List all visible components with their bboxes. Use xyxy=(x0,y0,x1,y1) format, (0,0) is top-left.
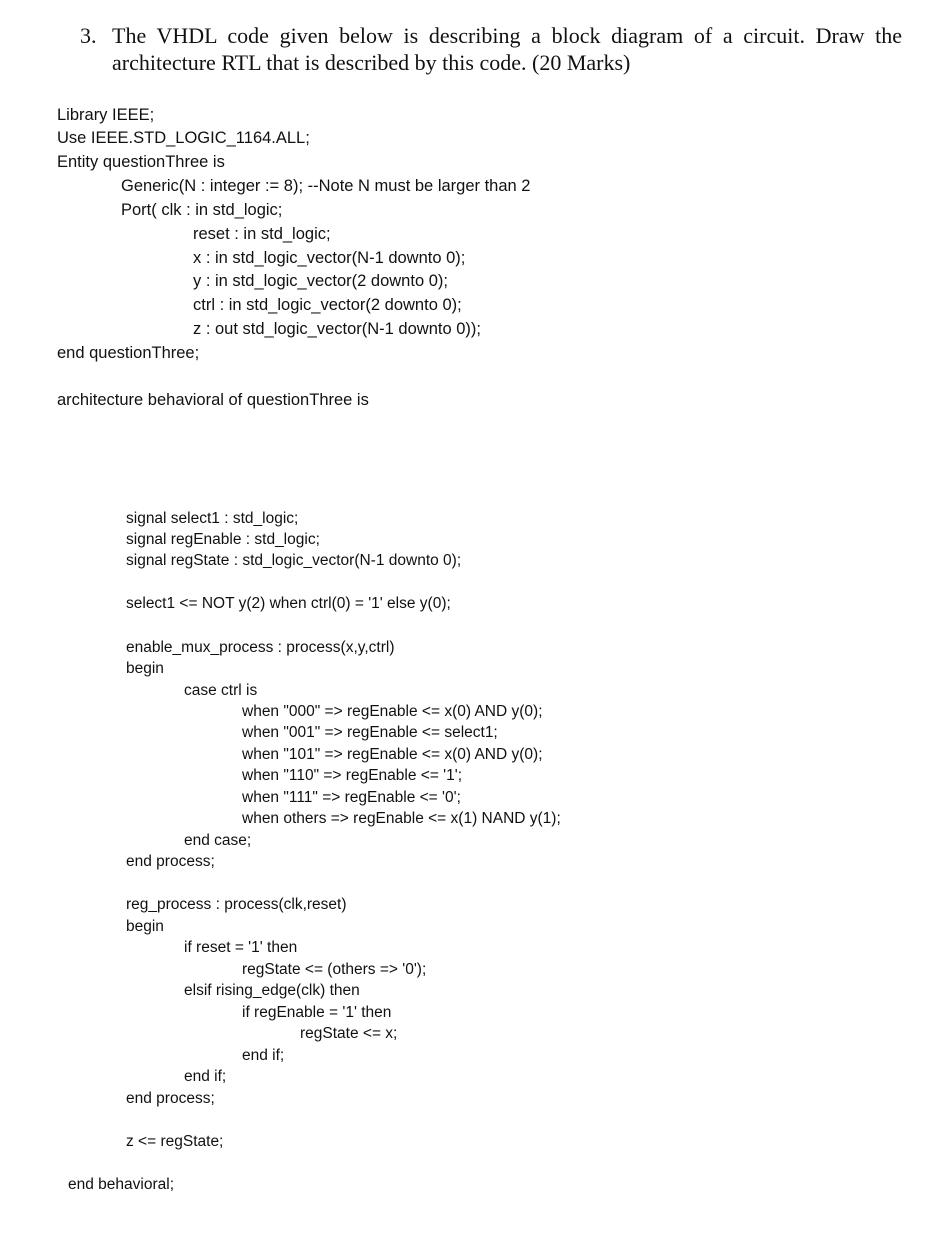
code-begin-line: begin xyxy=(126,918,164,935)
code-select1-assign-line: select1 <= NOT y(2) when ctrl(0) = '1' else y(0); xyxy=(126,595,451,612)
code-elsif-rising-edge-line: elsif rising_edge(clk) then xyxy=(184,982,360,999)
code-when-000-line: when "000" => regEnable <= x(0) AND y(0); xyxy=(242,703,543,720)
question-number: 3. xyxy=(80,23,97,48)
code-end-case-line: end case; xyxy=(184,832,252,849)
code-begin-line: begin xyxy=(126,660,164,677)
code-end-if-outer-line: end if; xyxy=(184,1068,227,1085)
code-end-process-line: end process; xyxy=(126,1090,215,1107)
code-end-entity-line: end questionThree; xyxy=(57,344,200,362)
code-end-behavioral-line: end behavioral; xyxy=(68,1176,174,1193)
code-port-x-line: x : in std_logic_vector(N-1 downto 0); xyxy=(193,249,466,267)
code-reg-process-line: reg_process : process(clk,reset) xyxy=(126,896,347,913)
code-signal-select1-line: signal select1 : std_logic; xyxy=(126,510,299,527)
code-when-others-line: when others => regEnable <= x(1) NAND y(1); xyxy=(242,810,561,827)
question-heading xyxy=(80,22,902,76)
code-when-001-line: when "001" => regEnable <= select1; xyxy=(242,724,498,741)
code-signal-regstate-line: signal regState : std_logic_vector(N-1 downto 0); xyxy=(126,552,462,569)
code-when-111-line: when "111" => regEnable <= '0'; xyxy=(242,789,461,806)
code-library-line: Library IEEE; xyxy=(57,106,155,124)
code-signal-regenable-line: signal regEnable : std_logic; xyxy=(126,531,320,548)
code-port-ctrl-line: ctrl : in std_logic_vector(2 downto 0); xyxy=(193,296,462,314)
code-generic-line: Generic(N : integer := 8); --Note N must be larger than 2 xyxy=(121,177,531,195)
code-port-reset-line: reset : in std_logic; xyxy=(193,225,331,243)
code-regstate-reset-line: regState <= (others => '0'); xyxy=(242,961,427,978)
code-when-101-line: when "101" => regEnable <= x(0) AND y(0); xyxy=(242,746,543,763)
code-architecture-line: architecture behavioral of questionThree is xyxy=(57,391,369,409)
code-end-process-line: end process; xyxy=(126,853,215,870)
code-enable-mux-process-line: enable_mux_process : process(x,y,ctrl) xyxy=(126,639,395,656)
code-regstate-load-line: regState <= x; xyxy=(300,1025,398,1042)
code-when-110-line: when "110" => regEnable <= '1'; xyxy=(242,767,463,784)
question-text: The VHDL code given below is describing a block diagram of a circuit. Draw the architecture RTL that is described by this code. (20 Marks) xyxy=(112,23,902,75)
code-case-line: case ctrl is xyxy=(184,682,258,699)
code-use-line: Use IEEE.STD_LOGIC_1164.ALL; xyxy=(57,129,310,147)
code-port-z-line: z : out std_logic_vector(N-1 downto 0)); xyxy=(193,320,481,338)
code-if-regenable-line: if regEnable = '1' then xyxy=(242,1004,392,1021)
code-port-y-line: y : in std_logic_vector(2 downto 0); xyxy=(193,272,448,290)
code-port-clk-line: Port( clk : in std_logic; xyxy=(121,201,283,219)
code-z-assign-line: z <= regState; xyxy=(126,1133,224,1150)
code-entity-line: Entity questionThree is xyxy=(57,153,225,171)
code-end-if-inner-line: end if; xyxy=(242,1047,285,1064)
code-if-reset-line: if reset = '1' then xyxy=(184,939,298,956)
